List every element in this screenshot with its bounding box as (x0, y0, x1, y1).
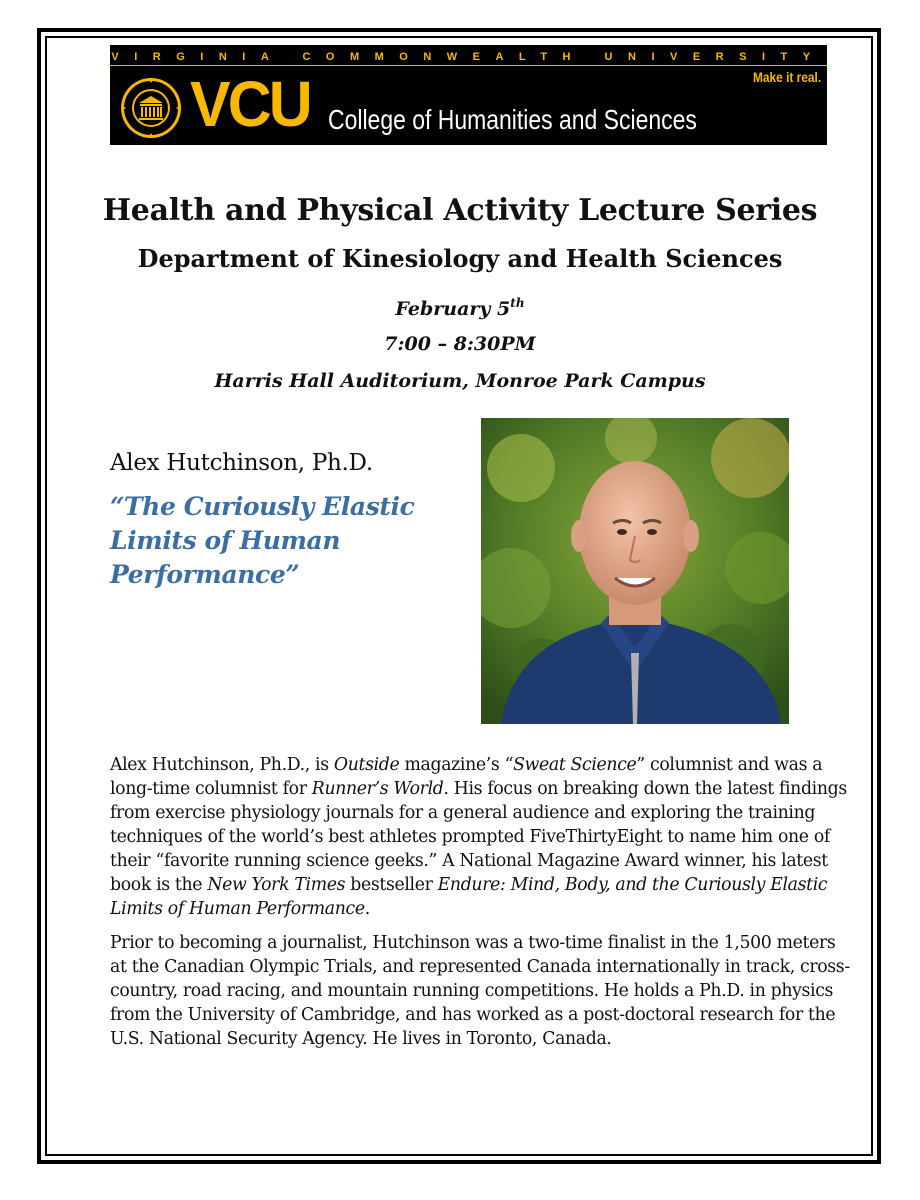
speaker-portrait-icon (481, 418, 789, 724)
speaker-name: Alex Hutchinson, Ph.D. (110, 450, 373, 476)
speaker-photo (481, 418, 789, 724)
event-time: 7:00 – 8:30PM (384, 333, 536, 355)
university-seal-icon (120, 77, 182, 139)
bio-italic: Runner’s World (311, 779, 444, 799)
event-date-text: February 5 (395, 298, 511, 320)
vcu-banner (110, 45, 827, 145)
speaker-bio (110, 753, 855, 1061)
department-name: Department of Kinesiology and Health Sciences (137, 244, 783, 273)
tagline: Make it real. (752, 69, 821, 85)
event-date-suffix: th (510, 296, 525, 310)
bio-text: . (364, 899, 370, 919)
talk-title: “The Curiously Elastic Limits of Human Performance” (110, 492, 415, 589)
bio-italic: Sweat Science (513, 755, 637, 775)
bio-italic: New York Times (207, 875, 346, 895)
bio-paragraph-1 (110, 753, 855, 921)
bio-text: . His focus on breaking down the latest findings from exercise physiology journals for a general audience and exploring the training techniques of the world’s best athletes prompted FiveThirtyEight to name him one of their “favorite running science geeks.” A National Magazine Award winner, his latest book is the (110, 779, 847, 895)
bio-text: bestseller (345, 875, 438, 895)
bio-text: Alex Hutchinson, Ph.D., is (110, 755, 334, 775)
bio-italic: Endure: Mind, Body, and the Curiously Elastic Limits of Human Performance (110, 875, 828, 919)
vcu-logo: VCU (190, 68, 310, 140)
bio-italic: Outside (333, 755, 400, 775)
event-venue: Harris Hall Auditorium, Monroe Park Campus (214, 370, 706, 392)
event-title: Health and Physical Activity Lecture Series (102, 193, 818, 228)
university-name: VIRGINIA COMMONWEALTH UNIVERSITY (111, 51, 826, 63)
bio-paragraph-2: Prior to becoming a journalist, Hutchinson was a two-time finalist in the 1,500 meters at the Canadian Olympic Trials, and represented Canada internationally in track, cross-country, road racing, and mountain running competitions. He holds a Ph.D. in physics from the University of Cambridge, and has worked as a post-doctoral research for the U.S. National Security Agency. He lives in Toronto, Canada. (110, 933, 850, 1049)
college-name: College of Humanities and Sciences (328, 104, 697, 135)
event-date (40, 290, 880, 322)
bio-text: ” columnist and was a long-time columnist for (110, 755, 823, 799)
bio-text: magazine’s “ (399, 755, 514, 775)
